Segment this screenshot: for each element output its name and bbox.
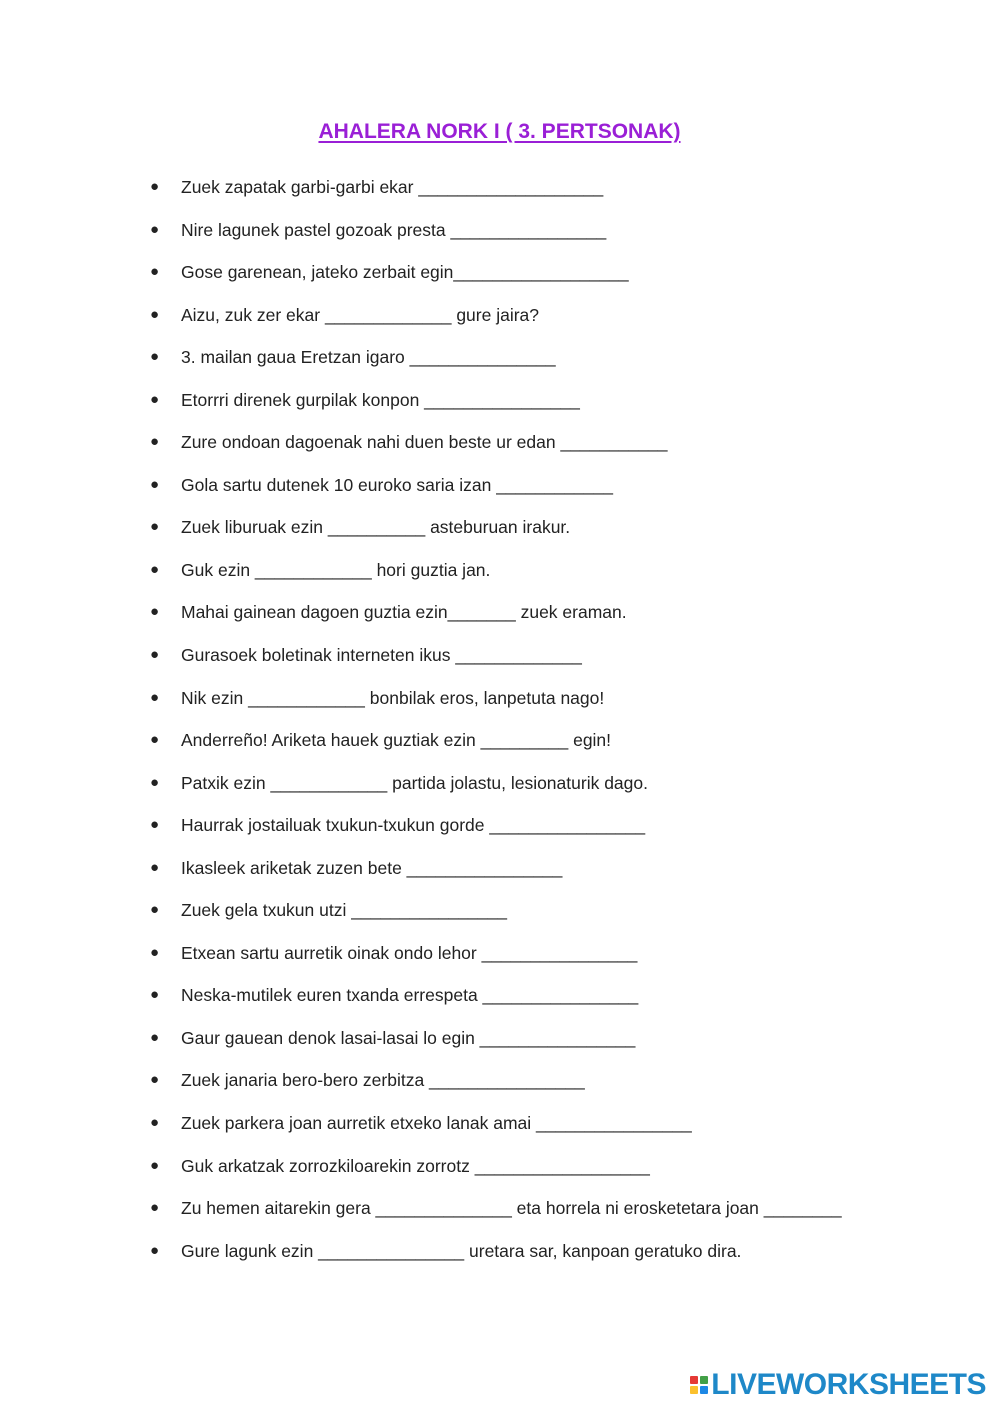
- bullet-icon: ●: [150, 816, 160, 834]
- bullet-icon: ●: [150, 433, 160, 451]
- exercise-item: [0, 304, 999, 347]
- exercise-sentence: Zuek janaria bero-bero zerbitza ________________: [181, 1070, 585, 1091]
- bullet-icon: ●: [150, 1199, 160, 1217]
- exercise-item: [0, 389, 999, 432]
- exercise-sentence: Ikasleek ariketak zuzen bete ________________: [181, 857, 563, 878]
- exercise-item: [0, 1197, 999, 1240]
- exercise-sentence: Neska-mutilek euren txanda errespeta ________________: [181, 985, 639, 1006]
- exercise-item: [0, 176, 999, 219]
- exercise-sentence: Patxik ezin ____________ partida jolastu, lesionaturik dago.: [181, 772, 648, 793]
- bullet-icon: ●: [150, 178, 160, 195]
- exercise-sentence: Gaur gauean denok lasai-lasai lo egin ________________: [181, 1027, 636, 1048]
- brand-icon-square: [690, 1386, 698, 1394]
- page-title: AHALERA NORK I ( 3. PERTSONAK): [318, 120, 681, 143]
- exercise-sentence: Gose garenean, jateko zerbait egin__________________: [181, 262, 629, 283]
- exercise-item: [0, 1155, 999, 1198]
- exercise-item: [0, 474, 999, 517]
- bullet-icon: ●: [150, 731, 160, 749]
- exercise-sentence: Haurrak jostailuak txukun-txukun gorde ________________: [181, 815, 646, 836]
- exercise-item: [0, 1112, 999, 1155]
- exercise-item: [0, 942, 999, 985]
- bullet-icon: ●: [150, 220, 160, 238]
- bullet-icon: ●: [150, 986, 160, 1004]
- brand-icon-square: [700, 1376, 708, 1384]
- exercise-item: [0, 516, 999, 559]
- exercise-item: [0, 729, 999, 772]
- bullet-icon: ●: [150, 1241, 160, 1259]
- exercise-sentence: Etorrri direnek gurpilak konpon ________________: [181, 389, 580, 410]
- bullet-icon: ●: [150, 603, 160, 621]
- bullet-icon: ●: [150, 390, 160, 408]
- exercise-sentence: Zuek liburuak ezin __________ asteburuan irakur.: [181, 517, 571, 538]
- exercise-item: [0, 984, 999, 1027]
- exercise-sentence: Zu hemen aitarekin gera ______________ eta horrela ni erosketetara joan ________: [181, 1198, 842, 1219]
- exercise-item: [0, 857, 999, 900]
- exercise-item: [0, 559, 999, 602]
- exercise-item: [0, 1240, 999, 1283]
- bullet-icon: ●: [150, 688, 160, 706]
- exercise-item: [0, 601, 999, 644]
- bullet-icon: ●: [150, 1114, 160, 1132]
- exercise-sentence: Nik ezin ____________ bonbilak eros, lanpetuta nago!: [181, 687, 605, 708]
- liveworksheets-icon: [690, 1376, 708, 1394]
- liveworksheets-logo: [690, 1368, 986, 1402]
- bullet-icon: ●: [150, 518, 160, 536]
- exercise-sentence: Etxean sartu aurretik oinak ondo lehor ________________: [181, 942, 638, 963]
- exercise-item: [0, 346, 999, 389]
- exercise-sentence: 3. mailan gaua Eretzan igaro _______________: [181, 347, 556, 368]
- bullet-icon: ●: [150, 560, 160, 578]
- bullet-icon: ●: [150, 1028, 160, 1046]
- exercise-item: [0, 1027, 999, 1070]
- exercise-sentence: Aizu, zuk zer ekar _____________ gure jaira?: [181, 304, 540, 325]
- bullet-icon: ●: [150, 305, 160, 323]
- exercise-item: [0, 899, 999, 942]
- bullet-icon: ●: [150, 858, 160, 876]
- exercise-sentence: Anderreño! Ariketa hauek guztiak ezin _________ egin!: [181, 730, 612, 751]
- exercise-item: [0, 261, 999, 304]
- brand-name: LIVEWORKSHEETS: [711, 1368, 986, 1401]
- exercise-sentence: Zuek gela txukun utzi ________________: [181, 900, 507, 921]
- exercise-item: [0, 814, 999, 857]
- bullet-icon: ●: [150, 263, 160, 281]
- exercise-sentence: Guk ezin ____________ hori guztia jan.: [181, 559, 491, 580]
- exercise-sentence: Zure ondoan dagoenak nahi duen beste ur edan ___________: [181, 432, 668, 453]
- exercise-item: [0, 219, 999, 262]
- bullet-icon: ●: [150, 475, 160, 493]
- exercise-item: [0, 644, 999, 687]
- exercise-item: [0, 772, 999, 815]
- brand-icon-square: [700, 1386, 708, 1394]
- brand-icon-square: [690, 1376, 698, 1384]
- exercise-sentence: Gola sartu dutenek 10 euroko saria izan ____________: [181, 474, 613, 495]
- exercise-item: [0, 687, 999, 730]
- exercise-list: [0, 176, 999, 1282]
- exercise-sentence: Nire lagunek pastel gozoak presta ________________: [181, 219, 607, 240]
- exercise-sentence: Guk arkatzak zorrozkiloarekin zorrotz __________________: [181, 1155, 650, 1176]
- bullet-icon: ●: [150, 1156, 160, 1174]
- exercise-sentence: Gurasoek boletinak interneten ikus _____________: [181, 645, 582, 666]
- exercise-item: [0, 431, 999, 474]
- bullet-icon: ●: [150, 773, 160, 791]
- exercise-sentence: Gure lagunk ezin _______________ uretara sar, kanpoan geratuko dira.: [181, 1240, 742, 1261]
- bullet-icon: ●: [150, 1071, 160, 1089]
- bullet-icon: ●: [150, 901, 160, 919]
- exercise-sentence: Zuek parkera joan aurretik etxeko lanak amai ________________: [181, 1113, 692, 1134]
- exercise-item: [0, 1069, 999, 1112]
- bullet-icon: ●: [150, 943, 160, 961]
- exercise-sentence: Zuek zapatak garbi-garbi ekar ___________________: [181, 177, 604, 197]
- bullet-icon: ●: [150, 646, 160, 664]
- bullet-icon: ●: [150, 348, 160, 366]
- exercise-sentence: Mahai gainean dagoen guztia ezin_______ zuek eraman.: [181, 602, 627, 623]
